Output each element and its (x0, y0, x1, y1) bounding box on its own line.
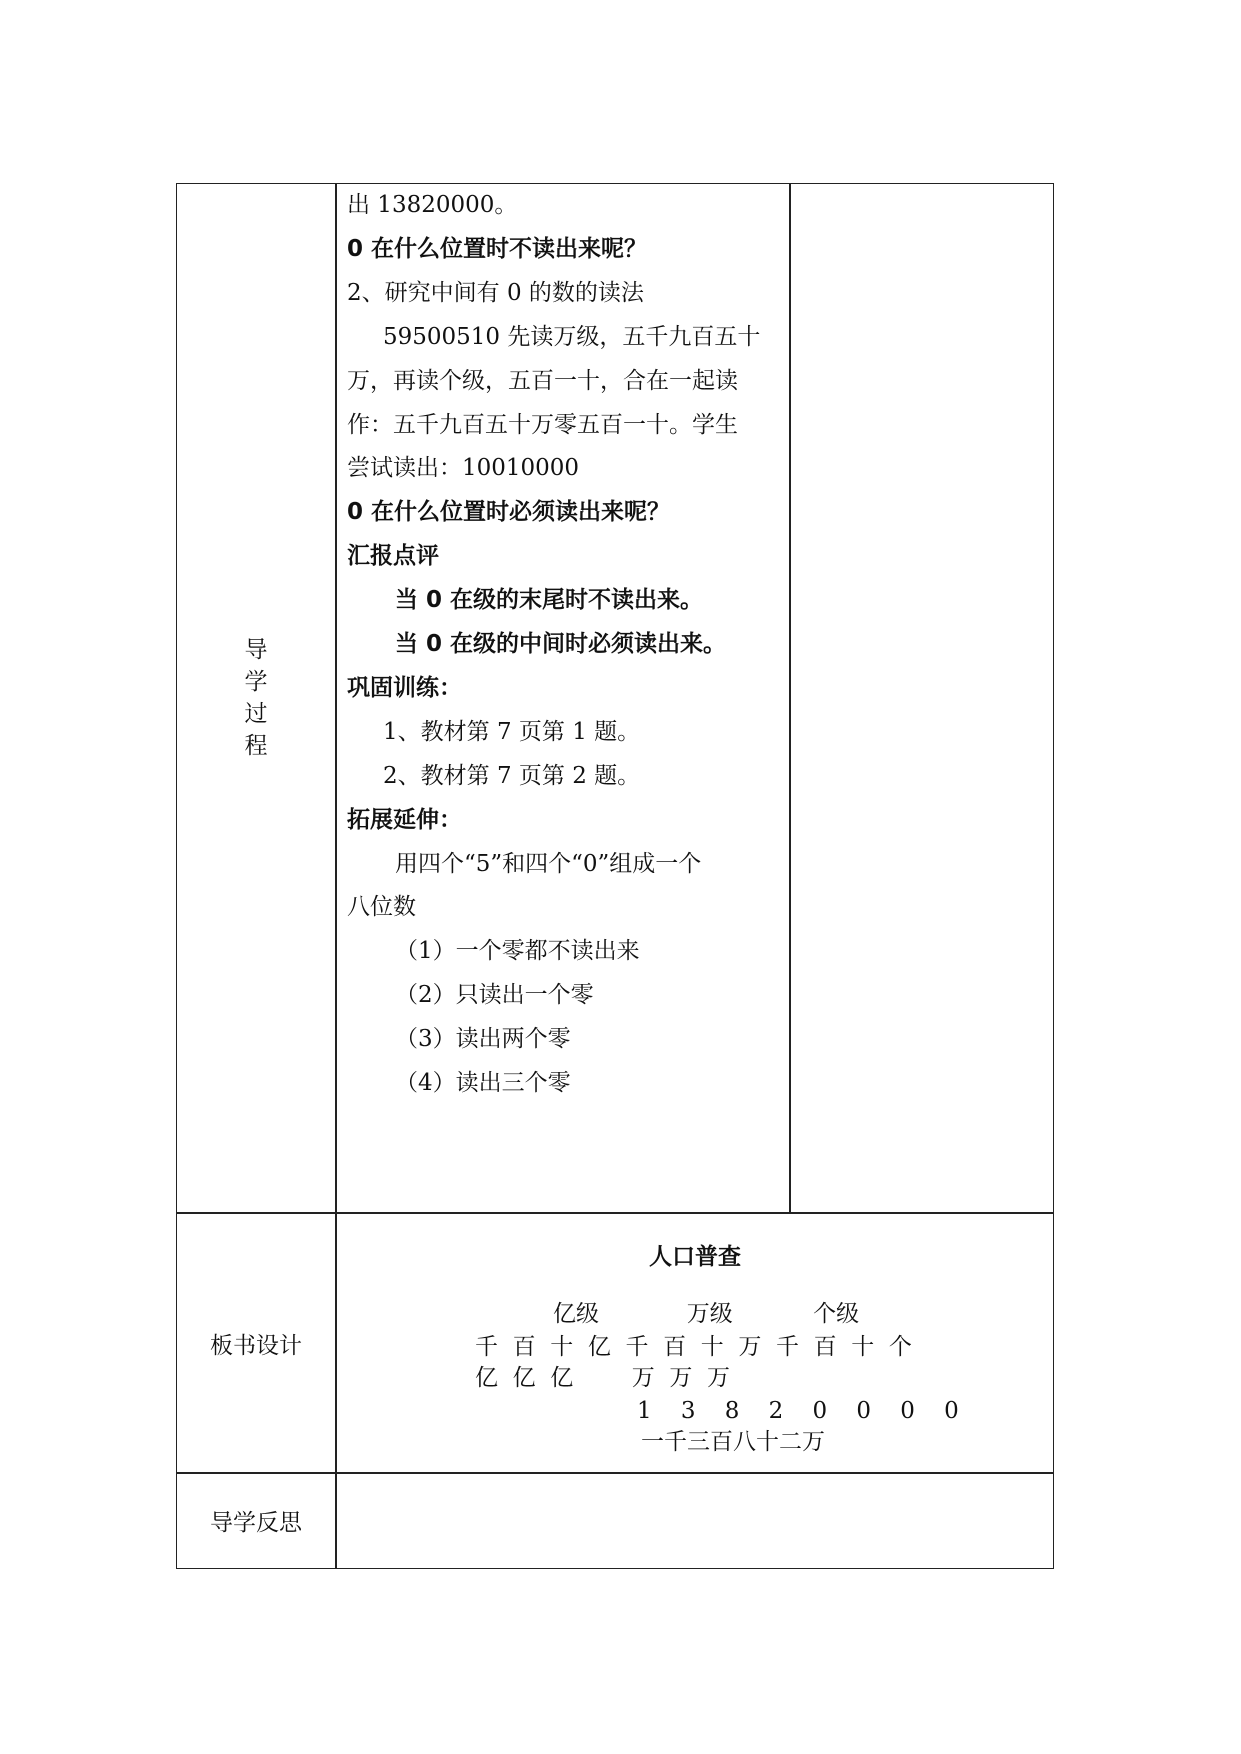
process-line: 2、研究中间有 0 的数的读法 (347, 279, 644, 306)
board-levels: 亿级 万级 个级 (553, 1301, 860, 1327)
process-label-char: 导 (244, 637, 268, 663)
process-label-char: 程 (244, 733, 268, 759)
process-label-char: 学 (244, 669, 268, 695)
board-places-bottom: 亿 亿 亿 万 万 万 (475, 1365, 730, 1391)
process-line: （4）读出三个零 (395, 1070, 571, 1096)
process-line: 八位数 (347, 894, 416, 921)
board-reading: 一千三百八十二万 (641, 1429, 825, 1455)
process-label-char: 过 (244, 701, 268, 727)
board-digits: 1 3 8 2 0 0 0 0 (637, 1398, 959, 1424)
process-line: 0 在什么位置时不读出来呢？ (347, 235, 648, 262)
process-label (177, 634, 335, 762)
column-divider-label (335, 184, 337, 1568)
process-line: 万，再读个级，五百一十，合在一起读 (347, 367, 738, 394)
reflection-cell (337, 1474, 1053, 1568)
process-line: （3）读出两个零 (395, 1026, 571, 1053)
lesson-table (176, 183, 1054, 1569)
board-title: 人口普查 (649, 1244, 741, 1270)
process-line: 2、教材第 7 页第 2 题。 (383, 762, 641, 789)
process-line: 出 13820000。 (347, 192, 518, 218)
process-line: 0 在什么位置时必须读出来呢？ (347, 499, 671, 526)
process-line: 用四个“5”和四个“0”组成一个 (395, 850, 702, 877)
process-line: 59500510 先读万级，五千九百五十 (383, 323, 761, 350)
process-line: （2）只读出一个零 (395, 982, 594, 1009)
board-places-top: 千 百 十 亿 千 百 十 万 千 百 十 个 (475, 1334, 912, 1360)
process-line: 当 0 在级的末尾时不读出来。 (395, 587, 704, 614)
process-line: 作：五千九百五十万零五百一十。学生 (347, 411, 738, 438)
reflection-label: 导学反思 (210, 1510, 302, 1536)
process-line: （1）一个零都不读出来 (395, 938, 640, 965)
process-line: 拓展延伸： (347, 806, 462, 833)
process-line: 汇报点评 (347, 543, 439, 570)
board-design-label: 板书设计 (210, 1333, 302, 1359)
row-divider-1 (177, 1212, 1053, 1214)
process-line: 巩固训练： (347, 674, 462, 701)
process-line: 尝试读出：10010000 (347, 455, 580, 482)
process-line: 当 0 在级的中间时必须读出来。 (395, 631, 727, 657)
notes-cell (791, 184, 1053, 1212)
process-line: 1、教材第 7 页第 1 题。 (383, 718, 641, 745)
